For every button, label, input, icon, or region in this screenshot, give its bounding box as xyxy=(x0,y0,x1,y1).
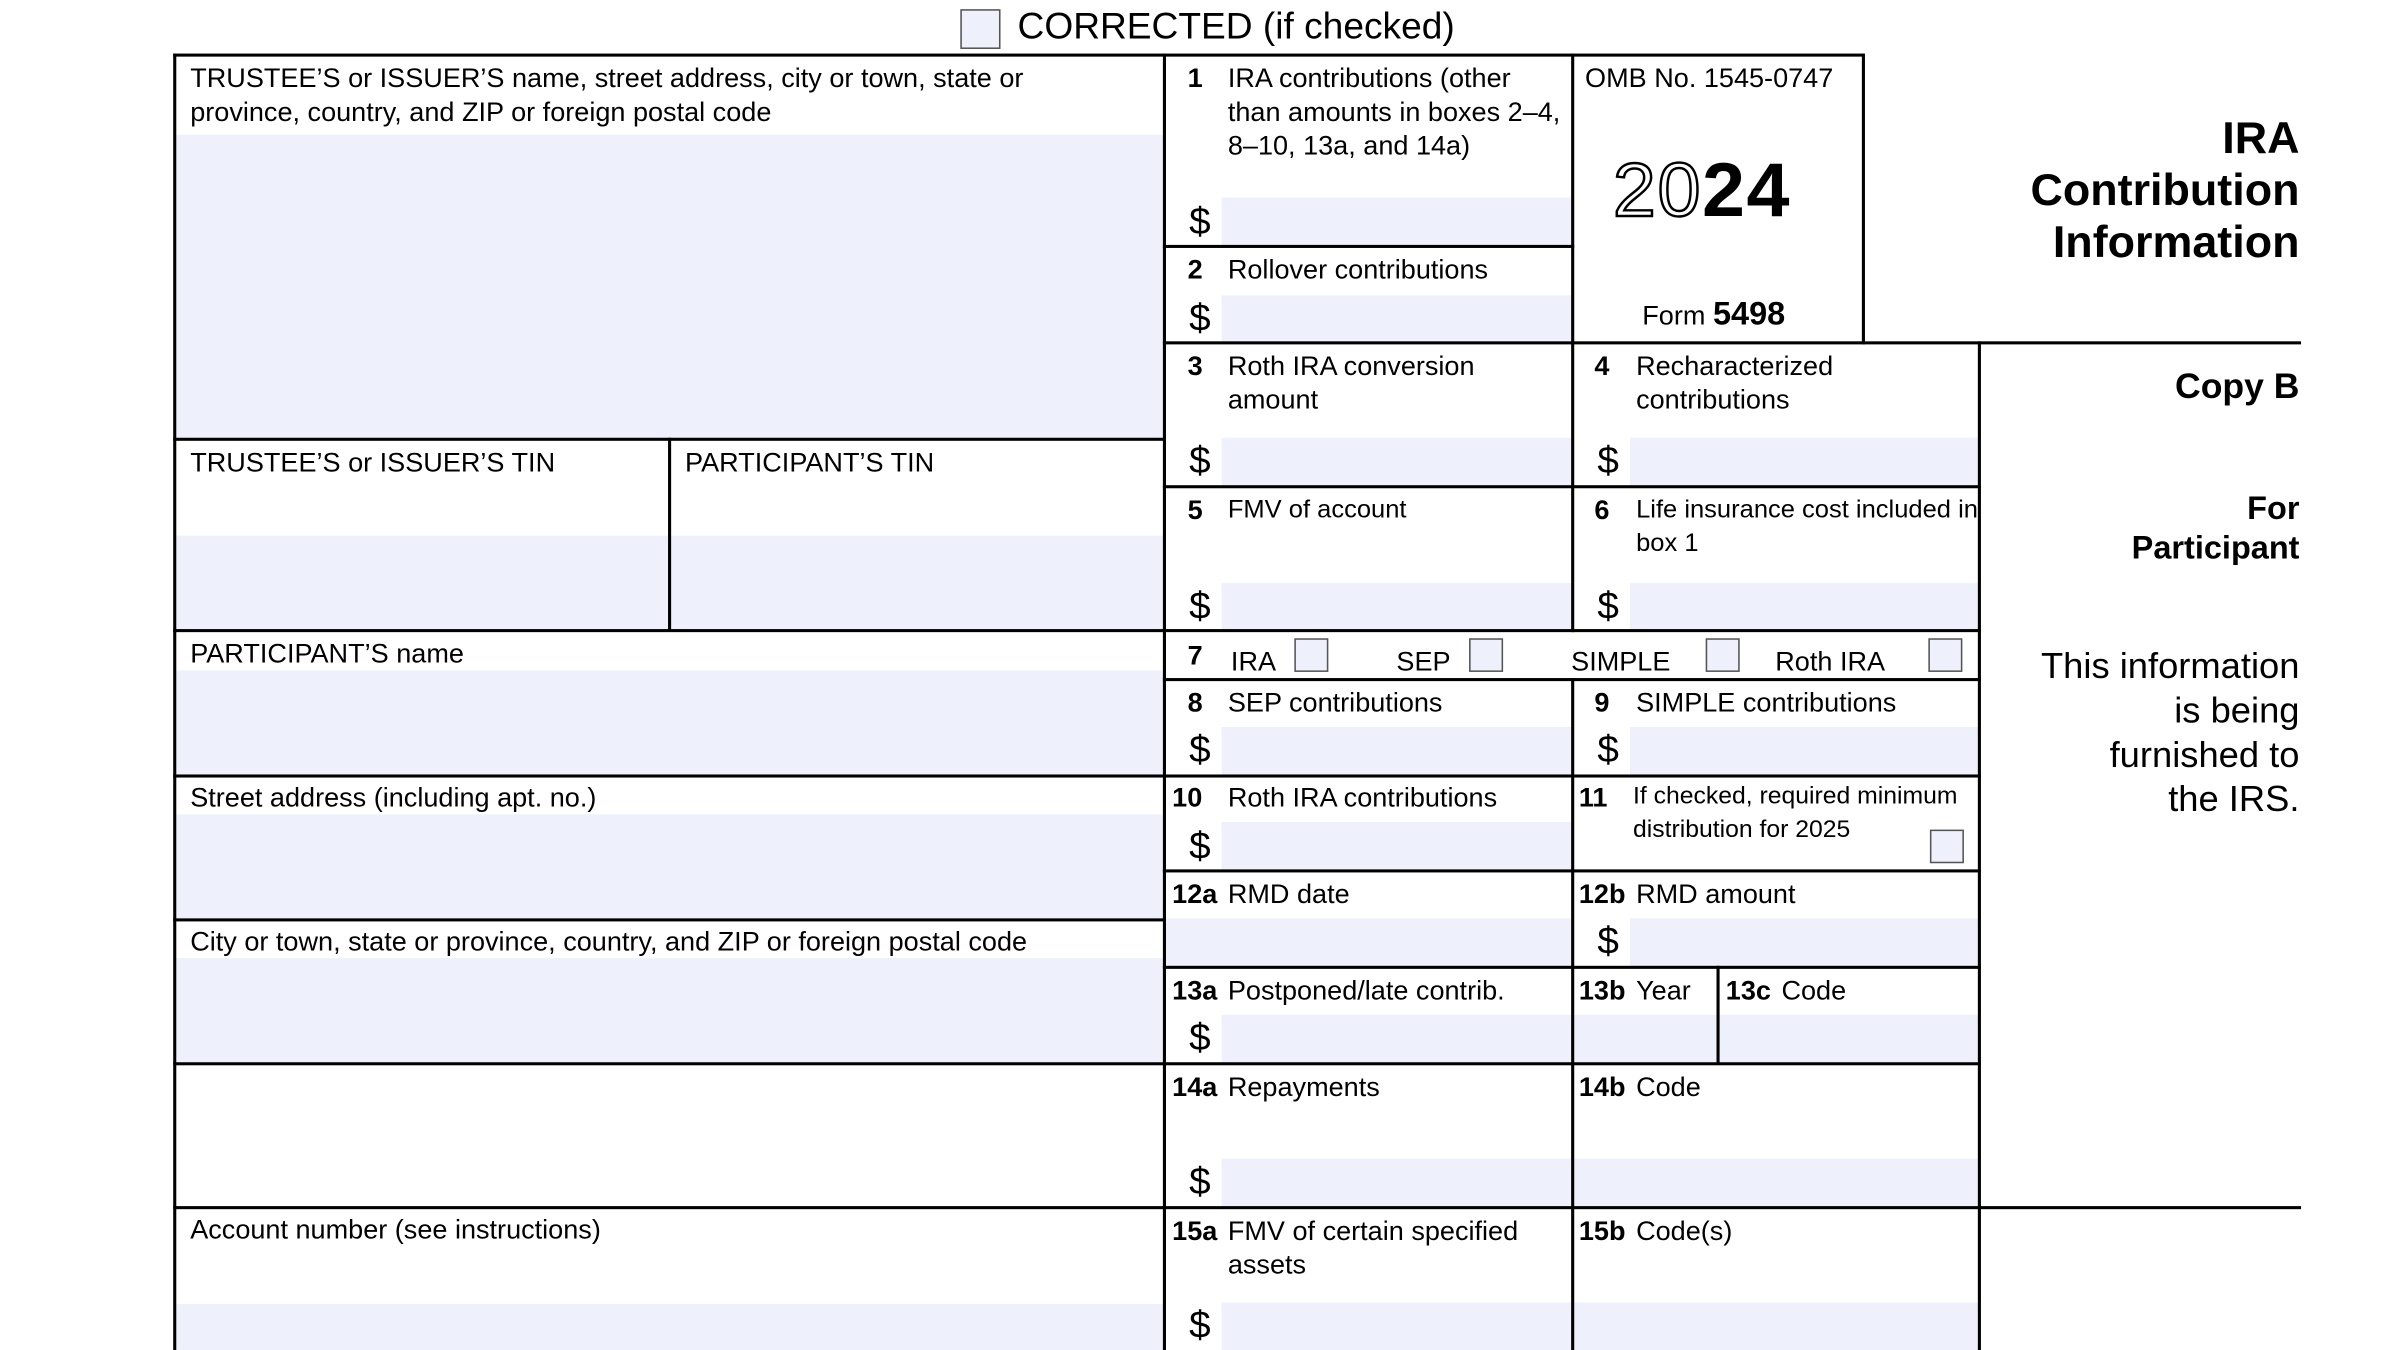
divider-omb-right xyxy=(1862,54,1865,345)
trustee-tin-field[interactable] xyxy=(176,536,668,629)
box4-field[interactable] xyxy=(1630,438,1978,485)
divider-omb-left xyxy=(1571,54,1574,345)
box4-dollar: $ xyxy=(1597,439,1619,483)
line-row12-bottom xyxy=(1163,966,1981,969)
box13c-number: 13c xyxy=(1725,974,1771,1006)
box9-label: SIMPLE contributions xyxy=(1636,687,1897,718)
box10-field[interactable] xyxy=(1222,822,1571,869)
street-address-field[interactable] xyxy=(176,814,1163,918)
participant-tin-label: PARTICIPANT’S TIN xyxy=(685,446,935,478)
box11-number: 11 xyxy=(1578,782,1608,813)
street-address-label: Street address (including apt. no.) xyxy=(190,782,597,813)
box7-ira-checkbox[interactable] xyxy=(1294,638,1328,672)
divider-mid-1 xyxy=(1571,341,1574,632)
top-border xyxy=(173,54,1863,57)
notice-line-2: is being xyxy=(2174,690,2300,731)
for-line-1: For xyxy=(2247,491,2300,527)
divider-tin xyxy=(668,438,671,631)
line-box1-bottom xyxy=(1163,245,1574,248)
for-line-2: Participant xyxy=(2131,531,2300,567)
box15b-label: Code(s) xyxy=(1636,1215,1733,1246)
form-title xyxy=(2030,113,2299,269)
box12b-field[interactable] xyxy=(1630,918,1978,965)
box5-label: FMV of account xyxy=(1227,495,1407,524)
line-row8-bottom xyxy=(1163,774,1981,777)
box15a-number: 15a xyxy=(1172,1215,1218,1246)
box14b-field[interactable] xyxy=(1574,1159,1978,1206)
box2-field[interactable] xyxy=(1222,295,1571,341)
copy-label: Copy B xyxy=(2175,365,2300,406)
trustee-tin-label: TRUSTEE’S or ISSUER’S TIN xyxy=(190,446,556,478)
line-row14-bottom xyxy=(1163,1206,2301,1209)
box7-roth-checkbox[interactable] xyxy=(1928,638,1962,672)
box13a-number: 13a xyxy=(1172,974,1218,1006)
line-header-bottom xyxy=(1163,341,2301,344)
box14a-field[interactable] xyxy=(1222,1159,1571,1206)
tax-year xyxy=(1613,147,1791,233)
account-number-label: Account number (see instructions) xyxy=(190,1213,601,1245)
line-row10-bottom xyxy=(1163,869,1981,872)
divider-13b-13c xyxy=(1717,966,1720,1064)
box7-roth-label: Roth IRA xyxy=(1775,645,1886,677)
box6-label: Life insurance cost included in box 1 xyxy=(1636,495,1978,558)
box7-sep-label: SEP xyxy=(1396,645,1451,677)
box1-number: 1 xyxy=(1187,62,1203,94)
box13a-field[interactable] xyxy=(1222,1015,1571,1062)
box6-dollar: $ xyxy=(1597,584,1619,628)
form-number xyxy=(1642,295,1785,335)
box8-number: 8 xyxy=(1187,687,1203,718)
box1-dollar: $ xyxy=(1189,200,1211,244)
box10-label: Roth IRA contributions xyxy=(1227,782,1498,813)
box12b-number: 12b xyxy=(1578,878,1626,910)
box12a-label: RMD date xyxy=(1227,878,1350,910)
title-line-2: Contribution xyxy=(2030,166,2300,216)
box13c-label: Code xyxy=(1781,974,1847,1006)
title-line-3: Information xyxy=(2052,218,2300,268)
omb-number: OMB No. 1545-0747 xyxy=(1585,62,1834,94)
box1-field[interactable] xyxy=(1222,197,1571,244)
notice-line-3: furnished to xyxy=(2109,734,2300,775)
form-prefix: Form xyxy=(1642,299,1713,331)
trustee-name-field[interactable] xyxy=(176,135,1163,438)
box7-simple-checkbox[interactable] xyxy=(1706,638,1740,672)
box5-dollar: $ xyxy=(1189,584,1211,628)
box11-checkbox[interactable] xyxy=(1930,830,1964,864)
box7-number: 7 xyxy=(1187,639,1203,671)
box3-dollar: $ xyxy=(1189,439,1211,483)
box12b-dollar: $ xyxy=(1597,919,1619,963)
box4-number: 4 xyxy=(1594,350,1610,382)
line-left-4 xyxy=(173,918,1166,921)
corrected-checkbox[interactable] xyxy=(960,9,1000,49)
participant-name-label: PARTICIPANT’S name xyxy=(190,638,464,669)
line-left-3 xyxy=(173,774,1166,777)
box14b-label: Code xyxy=(1636,1071,1701,1103)
box13a-label: Postponed/late contrib. xyxy=(1227,974,1505,1006)
box12a-field[interactable] xyxy=(1166,918,1571,965)
divider-mid-2 xyxy=(1571,678,1574,1350)
line-left-2 xyxy=(173,629,1166,632)
line-row13-bottom xyxy=(1163,1062,1981,1065)
box12b-label: RMD amount xyxy=(1636,878,1796,910)
box15a-field[interactable] xyxy=(1222,1303,1571,1350)
box3-label: Roth IRA conversion amount xyxy=(1227,350,1475,415)
box9-number: 9 xyxy=(1594,687,1610,718)
line-left-6 xyxy=(173,1206,1166,1209)
box7-ira-label: IRA xyxy=(1230,645,1277,677)
box12a-number: 12a xyxy=(1172,878,1218,910)
box5-number: 5 xyxy=(1187,494,1203,525)
tax-year-outline: 20 xyxy=(1612,146,1703,233)
line-row5-bottom xyxy=(1163,629,1981,632)
corrected-label: CORRECTED (if checked) xyxy=(1017,6,1455,48)
box7-sep-checkbox[interactable] xyxy=(1469,638,1503,672)
box3-field[interactable] xyxy=(1222,438,1571,485)
account-number-field[interactable] xyxy=(176,1304,1163,1350)
participant-name-field[interactable] xyxy=(176,670,1163,774)
irs-notice xyxy=(2041,644,2300,822)
participant-tin-field[interactable] xyxy=(671,536,1163,629)
box7-simple-label: SIMPLE xyxy=(1571,645,1671,677)
box6-number: 6 xyxy=(1594,494,1610,525)
box2-label: Rollover contributions xyxy=(1227,254,1489,285)
box10-dollar: $ xyxy=(1189,824,1211,868)
box8-dollar: $ xyxy=(1189,728,1211,772)
box14a-label: Repayments xyxy=(1227,1071,1380,1103)
box14b-number: 14b xyxy=(1578,1071,1626,1103)
box13a-dollar: $ xyxy=(1189,1016,1211,1060)
box15a-label: FMV of certain specified assets xyxy=(1227,1215,1519,1280)
box2-dollar: $ xyxy=(1189,296,1211,340)
box11-label: If checked, required minimum distribution for 2025 xyxy=(1632,783,1958,844)
box15b-field[interactable] xyxy=(1574,1303,1978,1350)
box13b-label: Year xyxy=(1636,974,1691,1006)
box14a-dollar: $ xyxy=(1189,1160,1211,1204)
divider-left-middle xyxy=(1163,54,1166,1350)
box9-dollar: $ xyxy=(1597,728,1619,772)
box3-number: 3 xyxy=(1187,350,1203,382)
tax-year-bold: 24 xyxy=(1702,146,1792,233)
box2-number: 2 xyxy=(1187,254,1203,285)
box15a-dollar: $ xyxy=(1189,1304,1211,1347)
box8-label: SEP contributions xyxy=(1227,687,1443,718)
city-label: City or town, state or province, country, and ZIP or foreign postal code xyxy=(190,926,1028,957)
for-participant xyxy=(2132,490,2300,570)
line-left-5 xyxy=(173,1062,1166,1065)
box13b-field[interactable] xyxy=(1574,1015,1716,1062)
notice-line-4: the IRS. xyxy=(2168,779,2300,819)
title-line-1: IRA xyxy=(2222,114,2300,164)
box5-field[interactable] xyxy=(1222,583,1571,629)
form-number-bold: 5498 xyxy=(1712,296,1786,333)
box6-field[interactable] xyxy=(1630,583,1978,629)
city-field[interactable] xyxy=(176,958,1163,1062)
box13c-field[interactable] xyxy=(1720,1015,1978,1062)
box4-label: Recharacterized contributions xyxy=(1636,350,1834,415)
box8-field[interactable] xyxy=(1222,727,1571,774)
left-border xyxy=(173,54,176,1350)
box1-label: IRA contributions (other than amounts in boxes 2–4, 8–10, 13a, and 14a) xyxy=(1227,62,1561,161)
trustee-name-label: TRUSTEE’S or ISSUER’S name, street address, city or town, state or province, country, and ZIP or foreign postal code xyxy=(190,62,1024,128)
box10-number: 10 xyxy=(1172,782,1203,813)
notice-line-1: This information xyxy=(2040,645,2300,686)
box13b-number: 13b xyxy=(1578,974,1626,1006)
box15b-number: 15b xyxy=(1578,1215,1626,1246)
box14a-number: 14a xyxy=(1172,1071,1218,1103)
box9-field[interactable] xyxy=(1630,727,1978,774)
